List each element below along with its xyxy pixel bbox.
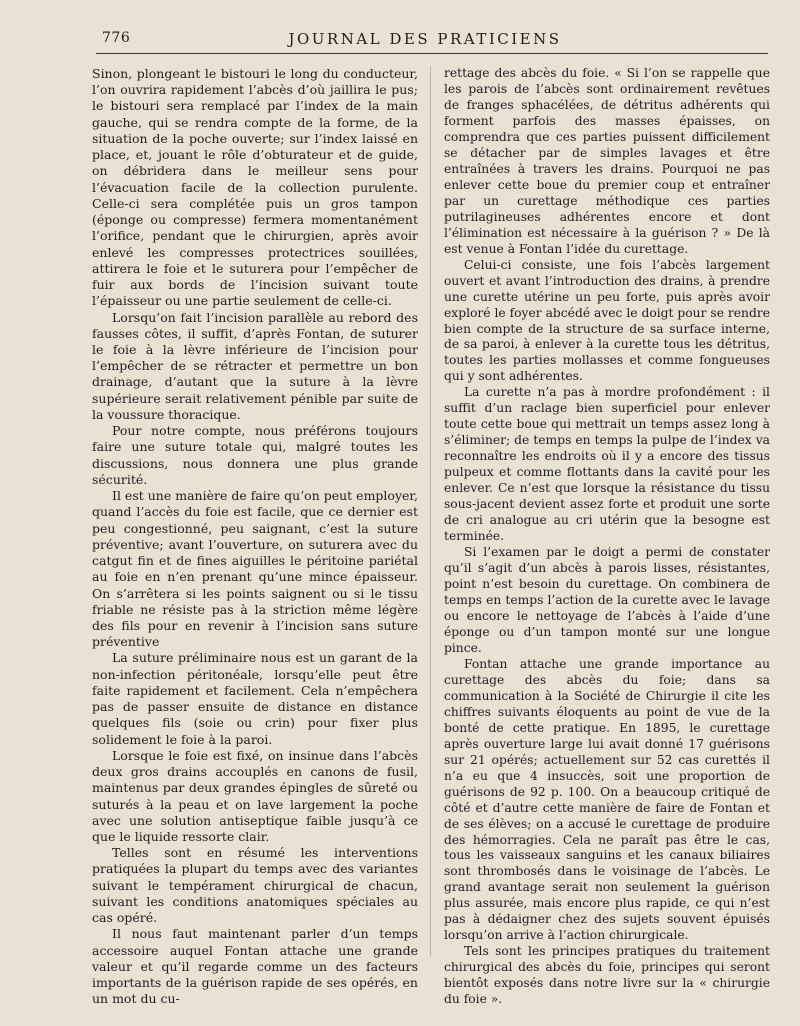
- paragraph: La suture préliminaire nous est un garant de la non-infection péritonéale, lorsqu’elle peut être faite rapidement et facilement. Cela n’empêchera pas de passer ensuite de distance en distance quelques fils (soie ou crin) pour fixer plus solidement le foie à la paroi.: [92, 650, 418, 747]
- right-column: [444, 66, 770, 1008]
- running-title: JOURNAL DES PRATICIENS: [288, 30, 562, 48]
- paragraph: Pour notre compte, nous préférons toujours faire une suture totale qui, malgré toutes les discussions, nous donnera une plus grande sécurité.: [92, 423, 418, 487]
- paragraph: Sinon, plongeant le bistouri le long du conducteur, l’on ouvrira rapidement l’abcès d’où jaillira le pus; le bistouri sera remplacé par l’index de la main gauche, qui se rendra compte de la forme, de la situation de la poche ouverte; sur l’index laissé en place, et, jouant le rôle d’obturateur et de guide, on débridera dans le meilleur sens pour l’évacuation facile de la collection purulente. Celle-ci sera complétée puis un gros tampon (éponge ou compresse) fermera momentanément l’orifice, pendant que le chirurgien, après avoir enlevé les compresses protectrices souillées, attirera le foie et le suturera pour l’empêcher de fuir aux bords de l’incision suivant toute l’épaisseur ou une partie seulement de celle-ci.: [92, 66, 418, 309]
- left-column: [92, 66, 418, 1008]
- paragraph: Il nous faut maintenant parler d’un temps accessoire auquel Fontan attache une grande valeur et qu’il regarde comme un des facteurs importants de la guérison rapide de ses opérés, en un mot du cu-: [92, 926, 418, 1007]
- paragraph: Il est une manière de faire qu’on peut employer, quand l’accès du foie est facile, que ce dernier est peu congestionné, peu saignant, c’est la suture préventive; avant l’ouverture, on suturera avec du catgut fin et de fines aiguilles le péritoine pariétal au foie en n’en prenant qu’une mince épaisseur. On s’arrêtera si les points saignent ou si le tissu friable ne résiste pas à la striction même légère des fils pour en revenir à l’incision sans suture préventive: [92, 488, 418, 650]
- paragraph: Fontan attache une grande importance au curettage des abcès du foie; dans sa communication à la Société de Chirurgie il cite les chiffres suivants éloquents au point de vue de la bonté de cette pratique. En 1895, le curettage après ouverture large lui avait donné 17 guérisons sur 21 opérés; actuellement sur 52 cas curettés il n’a eu que 4 insuccès, soit une proportion de guérisons de 92 p. 100. On a beaucoup critiqué de côté et d’autre cette manière de faire de Fontan et de ses élèves; on a accusé le curettage de produire des hémorragies. Cela ne paraît pas être le cas, tous les vaisseaux sanguins et les canaux biliaires sont thrombosés dans le voisinage de l’abcès. Le grand avantage serait non seulement la guérison plus assurée, mais encore plus rapide, ce qui n’est pas à dédaigner chez des sujets souvent épuisés lorsqu’on arrive à l’action chirurgicale.: [444, 656, 770, 943]
- paragraph: Si l’examen par le doigt a permi de constater qu’il s’agit d’un abcès à parois lisses, résistantes, point n’est besoin du curettage. On combinera de temps en temps l’action de la curette avec le lavage ou encore le nettoyage de l’abcès à l’aide d’une éponge ou d’un tampon monté sur une longue pince.: [444, 545, 770, 655]
- paragraph: Telles sont en résumé les interventions pratiquées la plupart du temps avec des variantes suivant le tempérament chirurgical de chacun, suivant les conditions anatomiques spéciales au cas opéré.: [92, 845, 418, 926]
- paragraph: Lorsqu’on fait l’incision parallèle au rebord des fausses côtes, il suffit, d’après Fontan, de suturer le foie à la lèvre inférieure de l’incision pour l’empêcher de se rétracter et permettre un bon drainage, d’autant que la suture à la lèvre supérieure serait relativement pénible par suite de la voussure thoracique.: [92, 309, 418, 422]
- header-rule: [96, 53, 768, 54]
- paragraph: Lorsque le foie est fixé, on insinue dans l’abcès deux gros drains accouplés en canons de fusil, maintenus par deux grandes épingles de sûreté ou suturés à la peau et on lave largement la poche avec une solution antiseptique faible jusqu’à ce que le liquide ressorte clair.: [92, 747, 418, 845]
- paragraph: Celui-ci consiste, une fois l’abcès largement ouvert et avant l’introduction des drains, à prendre une curette utérine un peu forte, puis après avoir exploré le foyer abcédé avec le doigt pour se rendre bien compte de la structure de sa surface interne, de sa paroi, à enlever à la curette tous les détritus, toutes les parties mollasses et comme fongueuses qui y sont adhérentes.: [444, 257, 770, 384]
- page-header: [80, 27, 770, 53]
- paragraph: rettage des abcès du foie. « Si l’on se rappelle que les parois de l’abcès sont ordinairement revêtues de franges sphacélées, de détritus adhérents qui forment parfois des masses épaisses, on comprendra que ces parties puissent difficilement se détacher par de simples lavages et être entraînées à travers les drains. Pourquoi ne pas enlever cette boue du premier coup et entraîner par un curettage méthodique ces parties putrilagineuses adhérentes encore et dont l’élimination est nécessaire à la guérison ? » De là est venue à Fontan l’idée du curettage.: [444, 66, 770, 256]
- paragraph: La curette n’a pas à mordre profondément : il suffit d’un raclage bien superficiel pour enlever toute cette boue qui mettrait un temps assez long à s’éliminer; de temps en temps la pulpe de l’index va reconnaître les endroits où il y a encore des tissus pulpeux et comme flottants dans la cavité pour les enlever. Ce n’est que lorsque la résistance du tissu sous-jacent devient assez forte et produit une sorte de cri analogue au cri utérin que la besogne est terminée.: [444, 385, 770, 544]
- page-number: 776: [102, 30, 131, 46]
- column-divider: [430, 66, 431, 956]
- paragraph: Tels sont les principes pratiques du traitement chirurgical des abcès du foie, principes qui seront bientôt exposés dans notre livre sur la « chirurgie du foie ».: [444, 944, 770, 1007]
